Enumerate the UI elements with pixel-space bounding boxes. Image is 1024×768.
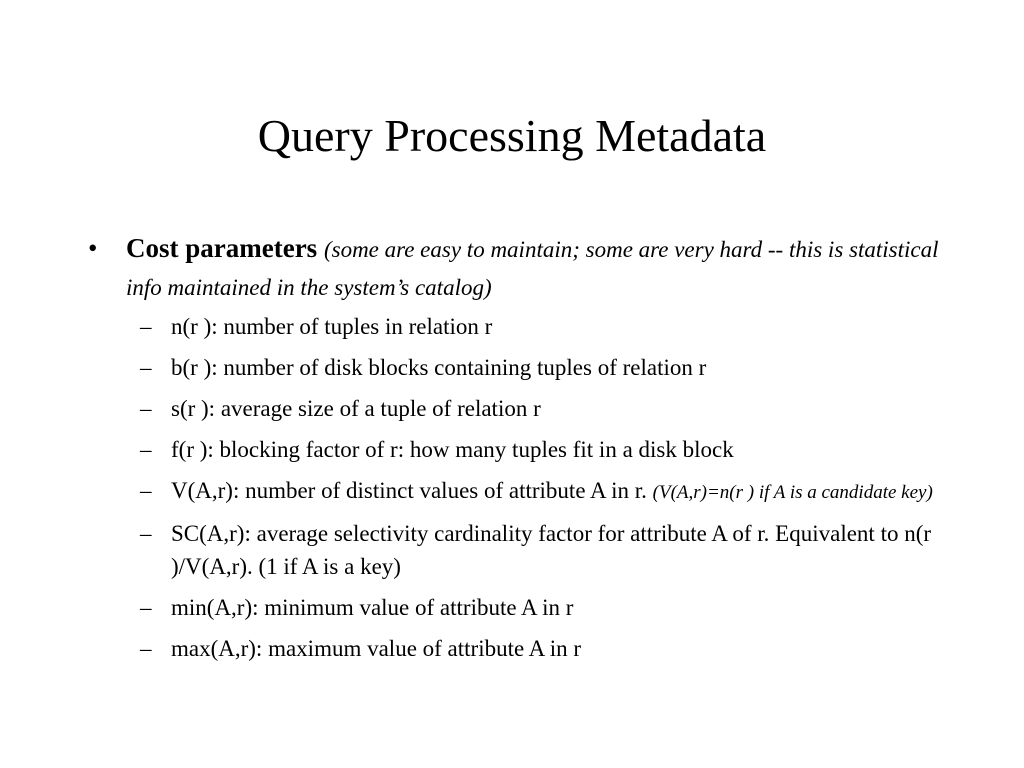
- sub-bullet-text: V(A,r): number of distinct values of attribute A in r.: [171, 478, 647, 503]
- dash-marker: –: [140, 437, 152, 462]
- sub-bullet-item: [88, 591, 948, 624]
- sub-bullet-note: (V(A,r)=n(r ) if A is a candidate key): [652, 482, 933, 503]
- dash-marker: –: [140, 396, 152, 421]
- sub-bullet-text: b(r ): number of disk blocks containing tuples of relation r: [171, 355, 707, 380]
- dash-marker: –: [140, 636, 152, 661]
- sub-bullet-text: f(r ): blocking factor of r: how many tuples fit in a disk block: [171, 437, 734, 462]
- bullet-note: (some are easy to maintain; some are very hard -- this is statistical info maintained in the system’s catalog): [126, 237, 939, 300]
- sub-bullet-item: [88, 392, 948, 425]
- slide-title: Query Processing Metadata: [257, 110, 767, 161]
- bullet-marker: •: [88, 233, 98, 263]
- sub-bullet-item: [88, 474, 948, 509]
- sub-bullet-text: min(A,r): minimum value of attribute A in r: [171, 595, 574, 620]
- sub-bullet-text: SC(A,r): average selectivity cardinality factor for attribute A of r. Equivalent to n(r )/V(A,r). (1 if A is a key): [171, 521, 932, 579]
- dash-marker: –: [140, 521, 152, 546]
- sub-bullet-text: max(A,r): maximum value of attribute A in r: [171, 636, 582, 661]
- sub-bullet-item: [88, 517, 948, 583]
- bullet-cost-parameters: [88, 230, 948, 306]
- bullet-lead: Cost parameters: [126, 233, 318, 263]
- sub-bullet-text: s(r ): average size of a tuple of relation r: [171, 396, 541, 421]
- dash-marker: –: [140, 595, 152, 620]
- sub-bullet-item: [88, 632, 948, 665]
- sub-bullet-text: n(r ): number of tuples in relation r: [171, 314, 493, 339]
- sub-bullet-item: [88, 351, 948, 384]
- sub-bullet-list: [88, 310, 948, 665]
- sub-bullet-item: [88, 310, 948, 343]
- slide-body: [88, 230, 948, 673]
- dash-marker: –: [140, 478, 152, 503]
- dash-marker: –: [140, 314, 152, 339]
- dash-marker: –: [140, 355, 152, 380]
- sub-bullet-item: [88, 433, 948, 466]
